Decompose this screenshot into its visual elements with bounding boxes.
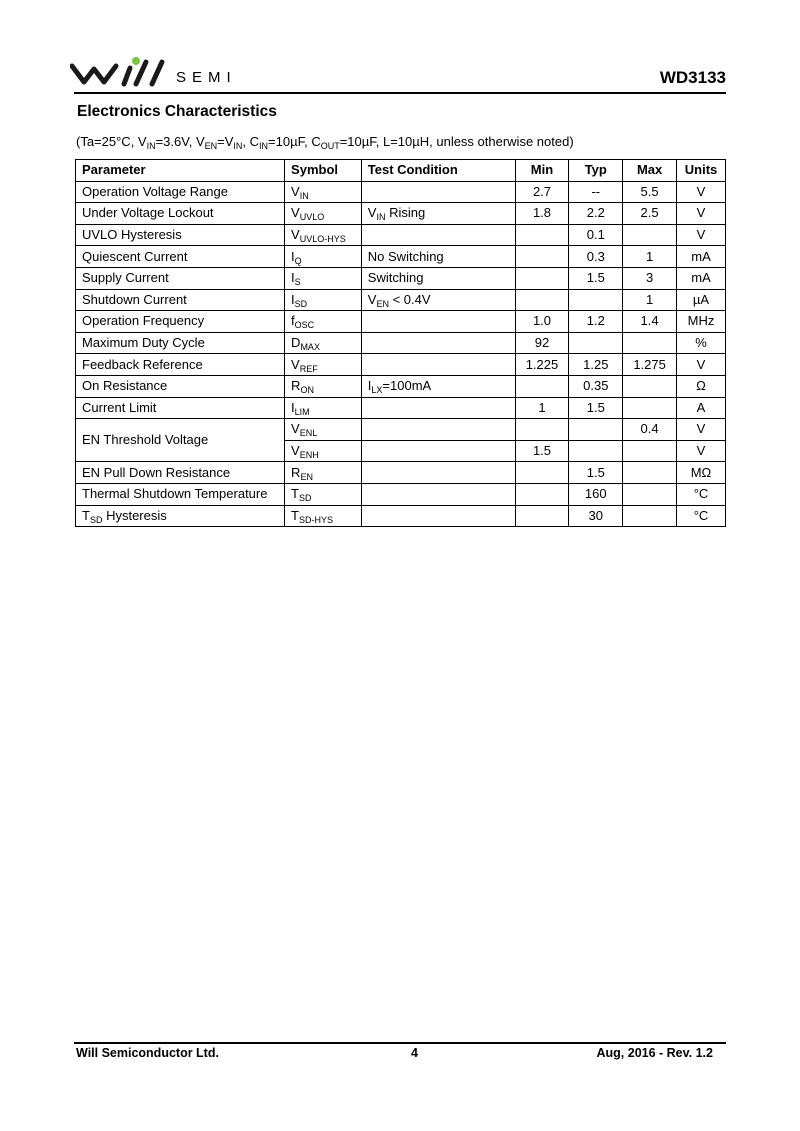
part-number: WD3133 — [659, 68, 726, 87]
cell-parameter: Supply Current — [76, 267, 285, 289]
cell-units: °C — [677, 505, 726, 527]
cell-symbol: $R_{EN}$ — [285, 462, 362, 484]
col-header-max: Max — [623, 160, 677, 182]
cell-min — [515, 224, 569, 246]
cell-test-condition — [361, 462, 515, 484]
cell-test-condition — [361, 397, 515, 419]
cell-typ: 0.3 — [569, 246, 623, 268]
table-header-row — [76, 160, 726, 182]
cell-units: µA — [677, 289, 726, 311]
table-row — [76, 419, 726, 441]
header-rule — [74, 92, 726, 94]
cell-typ — [569, 289, 623, 311]
col-header-test-condition: Test Condition — [361, 160, 515, 182]
footer-rule — [74, 1042, 726, 1044]
cell-min: 1 — [515, 397, 569, 419]
cell-min — [515, 267, 569, 289]
table-row — [76, 289, 726, 311]
footer-page-number: 4 — [411, 1046, 418, 1060]
cell-typ: 1.5 — [569, 397, 623, 419]
cell-min: 1.0 — [515, 311, 569, 333]
col-header-typ: Typ — [569, 160, 623, 182]
col-header-symbol: Symbol — [285, 160, 362, 182]
cell-test-condition — [361, 224, 515, 246]
electrical-characteristics-table — [75, 159, 726, 527]
cell-min — [515, 246, 569, 268]
cell-units: mA — [677, 246, 726, 268]
cell-min: 1.5 — [515, 440, 569, 462]
cell-parameter: UVLO Hysteresis — [76, 224, 285, 246]
cell-max — [623, 397, 677, 419]
cell-test-condition: Switching — [361, 267, 515, 289]
cell-test-condition — [361, 419, 515, 441]
cell-symbol: $I_{LIM}$ — [285, 397, 362, 419]
cell-units: V — [677, 224, 726, 246]
cell-symbol: $V_{ENH}$ — [285, 440, 362, 462]
cell-max — [623, 332, 677, 354]
cell-units: V — [677, 354, 726, 376]
cell-symbol: $V_{REF}$ — [285, 354, 362, 376]
cell-min: 1.8 — [515, 203, 569, 225]
cell-test-condition — [361, 505, 515, 527]
cell-test-condition — [361, 354, 515, 376]
cell-typ: 1.25 — [569, 354, 623, 376]
cell-parameter: On Resistance — [76, 375, 285, 397]
cell-parameter: Shutdown Current — [76, 289, 285, 311]
cell-units: % — [677, 332, 726, 354]
cell-parameter: EN Pull Down Resistance — [76, 462, 285, 484]
cell-min — [515, 505, 569, 527]
cell-parameter: Thermal Shutdown Temperature — [76, 483, 285, 505]
footer-company: Will Semiconductor Ltd. — [76, 1046, 219, 1060]
cell-units: mA — [677, 267, 726, 289]
cell-test-condition — [361, 311, 515, 333]
cell-typ — [569, 440, 623, 462]
cell-max — [623, 505, 677, 527]
cell-test-condition: No Switching — [361, 246, 515, 268]
table-row — [76, 332, 726, 354]
cell-test-condition — [361, 440, 515, 462]
cell-min — [515, 375, 569, 397]
cell-max: 3 — [623, 267, 677, 289]
logo-dot — [132, 57, 140, 65]
cell-symbol: $T_{SD}$ — [285, 483, 362, 505]
cell-symbol: $I_{SD}$ — [285, 289, 362, 311]
table-row — [76, 246, 726, 268]
cell-parameter: Operation Frequency — [76, 311, 285, 333]
cell-symbol: $f_{OSC}$ — [285, 311, 362, 333]
section-title: Electronics Characteristics — [77, 103, 277, 120]
table-row — [76, 483, 726, 505]
col-header-parameter: Parameter — [76, 160, 285, 182]
cell-parameter: Feedback Reference — [76, 354, 285, 376]
cell-max — [623, 483, 677, 505]
cell-min: 2.7 — [515, 181, 569, 203]
cell-typ: 2.2 — [569, 203, 623, 225]
cell-symbol: $V_{IN}$ — [285, 181, 362, 203]
cell-test-condition — [361, 332, 515, 354]
cell-max: 1.275 — [623, 354, 677, 376]
cell-units: MHz — [677, 311, 726, 333]
cell-typ: 30 — [569, 505, 623, 527]
table-row — [76, 375, 726, 397]
cell-typ: -- — [569, 181, 623, 203]
col-header-min: Min — [515, 160, 569, 182]
cell-parameter: Maximum Duty Cycle — [76, 332, 285, 354]
cell-test-condition: $V_{EN} < 0.4V$ — [361, 289, 515, 311]
footer-revision: Aug, 2016 - Rev. 1.2 — [596, 1046, 713, 1060]
cell-test-condition: $V_{IN}$ Rising — [361, 203, 515, 225]
cell-parameter: Quiescent Current — [76, 246, 285, 268]
table-row — [76, 203, 726, 225]
cell-units: MΩ — [677, 462, 726, 484]
table-row — [76, 311, 726, 333]
cell-symbol: $R_{ON}$ — [285, 375, 362, 397]
cell-units: Ω — [677, 375, 726, 397]
cell-min: 92 — [515, 332, 569, 354]
cell-max: 1 — [623, 246, 677, 268]
cell-symbol: $I_S$ — [285, 267, 362, 289]
cell-typ: 1.2 — [569, 311, 623, 333]
cell-units: V — [677, 419, 726, 441]
cell-parameter: Under Voltage Lockout — [76, 203, 285, 225]
cell-typ: 160 — [569, 483, 623, 505]
cell-symbol: $V_{UVLO}$ — [285, 203, 362, 225]
cell-parameter: $T_{SD}$ Hysteresis — [76, 505, 285, 527]
cell-typ: 0.35 — [569, 375, 623, 397]
cell-min — [515, 289, 569, 311]
cell-symbol: $V_{UVLO-HYS}$ — [285, 224, 362, 246]
table-row — [76, 224, 726, 246]
cell-min — [515, 462, 569, 484]
cell-parameter: Operation Voltage Range — [76, 181, 285, 203]
logo-semi-text: SEMI — [176, 69, 237, 86]
cell-typ: 0.1 — [569, 224, 623, 246]
cell-test-condition — [361, 181, 515, 203]
cell-symbol: $T_{SD-HYS}$ — [285, 505, 362, 527]
table-row — [76, 354, 726, 376]
cell-typ — [569, 419, 623, 441]
cell-units: V — [677, 440, 726, 462]
cell-symbol: $V_{ENL}$ — [285, 419, 362, 441]
cell-min — [515, 483, 569, 505]
cell-parameter: Current Limit — [76, 397, 285, 419]
table-row — [76, 505, 726, 527]
cell-typ — [569, 332, 623, 354]
cell-units: V — [677, 203, 726, 225]
table-row — [76, 462, 726, 484]
cell-symbol: $I_Q$ — [285, 246, 362, 268]
cell-min: 1.225 — [515, 354, 569, 376]
cell-units: A — [677, 397, 726, 419]
cell-typ: 1.5 — [569, 267, 623, 289]
cell-max: 5.5 — [623, 181, 677, 203]
cell-symbol: $D_{MAX}$ — [285, 332, 362, 354]
cell-units: °C — [677, 483, 726, 505]
will-semi-logo — [70, 56, 174, 88]
cell-max — [623, 462, 677, 484]
cell-max — [623, 440, 677, 462]
table-row — [76, 267, 726, 289]
cell-typ: 1.5 — [569, 462, 623, 484]
cell-max: 1 — [623, 289, 677, 311]
cell-parameter: EN Threshold Voltage — [76, 419, 285, 462]
table-row — [76, 397, 726, 419]
cell-units: V — [677, 181, 726, 203]
cell-test-condition: $I_{LX}=100mA$ — [361, 375, 515, 397]
cell-min — [515, 419, 569, 441]
test-conditions: (Ta=25°C, $V_{IN}=3.6V$, $V_{EN}=V_{IN}$, $C_{IN}=10\mu F$, $C_{OUT}=10\mu F$, L=10µH, unless otherwise noted) — [76, 134, 574, 151]
cell-max: 1.4 — [623, 311, 677, 333]
cell-test-condition — [361, 483, 515, 505]
page-header — [70, 56, 726, 96]
cell-max — [623, 375, 677, 397]
col-header-units: Units — [677, 160, 726, 182]
table-row — [76, 181, 726, 203]
cell-max — [623, 224, 677, 246]
cell-max: 0.4 — [623, 419, 677, 441]
cell-max: 2.5 — [623, 203, 677, 225]
